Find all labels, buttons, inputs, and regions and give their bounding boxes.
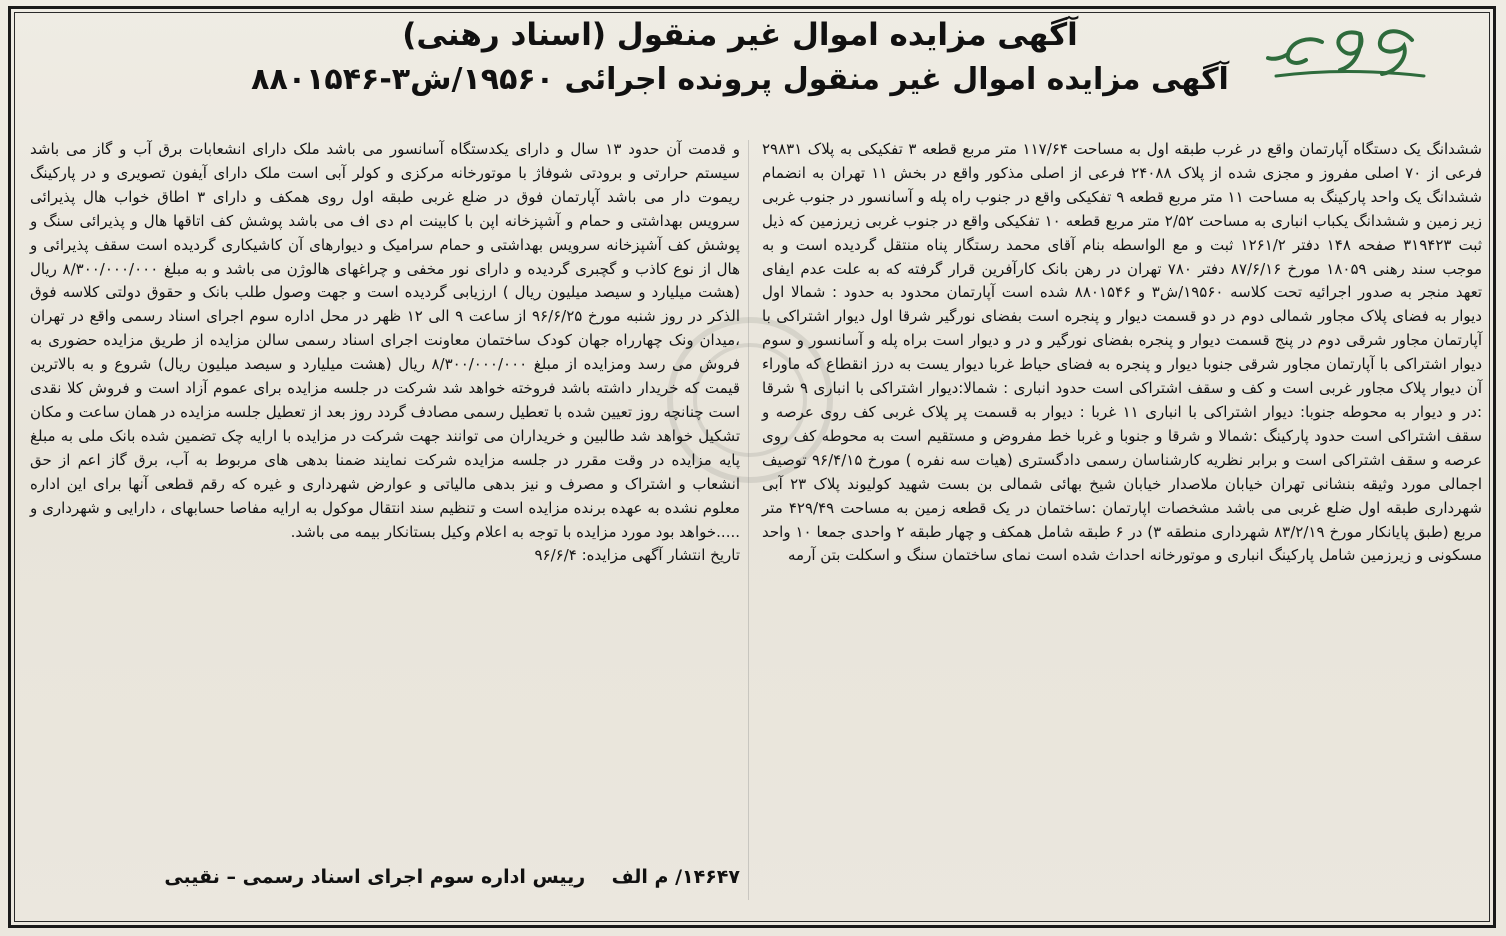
publication-date: تاریخ انتشار آگهی مزایده: ۹۶/۶/۴	[534, 546, 740, 565]
notice-titles	[230, 12, 1250, 102]
handwritten-number-mark	[1262, 18, 1432, 88]
notice-footer	[30, 866, 740, 888]
notice-text-column-right: ششدانگ یک دستگاه آپارتمان واقع در غرب طبقه اول به مساحت ۱۱۷/۶۴ متر مربع قطعه ۳ تفکیکی به پلاک ۲۹۸۳۱ فرعی از ۷۰ اصلی مفروز و مجزی شده از پلاک ۲۴۰۸۸ فرعی از اصلی مذکور واقع در بخش ۱۱ تهران به انضمام ششدانگ یک واحد پارکینگ به مساحت ۱۱ متر مربع قطعه ۹ تفکیکی واقع در جنوب راه پله و آسانسور در جنوب غربی زیر زمین و ششدانگ یکباب انباری به مساحت ۲/۵۲ متر مربع قطعه ۱۰ تفکیکی واقع در جنوب غربی زیرزمین که ذیل ثبت ۳۱۹۴۲۳ صفحه ۱۴۸ دفتر ۱۲۶۱/۲ ثبت و مع الواسطه بنام آقای محمد رستگار پناه منتقل گردیده است و به موجب سند رهنی ۱۸۰۵۹ مورخ ۸۷/۶/۱۶ دفتر ۷۸۰ تهران در رهن بانک کارآفرین قرار گرفته که به علت عدم ایفای تعهد منجر به صدور اجرائیه تحت کلاسه ۱۹۵۶۰/ش۳ و ۸۸۰۱۵۴۶ شده است آپارتمان محدود به حدود : شمالا اول دیوار به فضای پلاک مجاور شمالی دوم در دو قسمت دیوار و پنجره است بفضای نورگیر شرقا اول دیوار اشتراکی با آپارتمان مجاور شرقی دوم در پنج قسمت دیوار و پنجره بفضای نورگیر و در و دیوار است براه پله و آسانسور و سوم دیوار اشتراکی با آپارتمان مجاور شرقی جنوبا دیوار و پنجره به فضای حیاط غربا دیوار یست به درز انقطاع که ماوراء آن دیوار پلاک مجاور غربی است و کف و سقف اشتراکی است حدود انباری : شمالا:دیوار اشتراکی با انباری ۹ شرقا :در و دیوار به محوطه جنوبا: دیوار اشتراکی با انباری ۱۱ غربا : دیوار به قسمت پر پلاک غربی کف روی عرصه و سقف اشتراکی است حدود پارکینگ :شمالا و شرقا و جنوبا و غربا خط مفروض و مستقیم است به محوطه کف روی عرصه و سقف اشتراکی است و برابر نظریه کارشناسان رسمی دادگستری (هیات سه نفره ) مورخ ۹۶/۴/۱۵ توصیف اجمالی مورد وثیقه بنشانی تهران خیابان ملاصدار خیابان شیخ بهائی شمالی بن بست شهید کولیوند پلاک ۲۳ آبی شهرداری طبقه اول ضلع غربی می باشد مشخصات اپارتمان :ساختمان در یک قطعه زمین به مساحت ۴۲۹/۴۹ متر مربع (طبق پایانکار مورخ ۸۳/۲/۱۹ شهرداری منطقه ۳) در ۶ طبقه شامل همکف و چهار طبقه ۲ واحدی جمعا ۱۰ واحد مسکونی و زیرزمین شامل پارکینگ انباری و موتورخانه احداث شده است نمای ساختمان سنگ و اسکلت بتن آرمه	[762, 140, 1483, 565]
notice-body-continued: و قدمت آن حدود ۱۳ سال و دارای یکدستگاه آسانسور می باشد ملک دارای انشعابات برق آب و گاز می باشد سیستم حرارتی و برودتی شوفاژ با موتورخانه مرکزی و کولر آبی است ملک دارای آیفون تصویری و در پارکینگ ریموت دار می باشد آپارتمان فوق در ضلع غربی طبقه اول روی همکف و دارای ۳ اطاق خواب هال پذیرائی سرویس بهداشتی و حمام و آشپزخانه اپن با کابینت ام دی اف می باشد پوشش کف اتاقها هال و پذیرائی سنگ و پوشش کف آشپزخانه سرویس بهداشتی و حمام سرامیک و دیوارهای آن کاشیکاری گردیده است سقف پذیرائی و هال از نوع کاذب و گچبری گردیده و دارای نور مخفی و چراغهای هالوژن می باشد و به مبلغ ۸/۳۰۰/۰۰۰/۰۰۰ ریال (هشت میلیارد و سیصد میلیون ریال ) ارزیابی گردیده است و جهت وصول طلب بانک و حقوق دولتی کلاسه فوق الذکر در روز شنبه مورخ ۹۶/۶/۲۵ از ساعت ۹ الی ۱۲ ظهر در محل اداره سوم اجرای اسناد رسمی واقع در تهران ،میدان ونک چهارراه جهان کودک ساختمان معاونت اجرای اسناد رسمی سالن مزایده از طریق مزایده حضوری به فروش می رسد ومزایده از مبلغ ۸/۳۰۰/۰۰۰/۰۰۰ ریال (هشت میلیارد و سیصد میلیون ریال) شروع و به بالاترین قیمت که خریدار داشته باشد فروخته خواهد شد شرکت در جلسه مزایده برای عموم آزاد است و فروش کلا نقدی است چنانچه روز تعیین شده با تعطیل رسمی مصادف گردد روز بعد از تعطیل جلسه مزایده در همان ساعت و مکان تشکیل خواهد شد طالبین و خریداران می توانند جهت شرکت در مزایده با ارایه چک تضمین شده بانک ملی به مبلغ پایه مزایده در وقت مقرر در جلسه مزایده شرکت نمایند ضمنا بدهی های مربوط به آب، برق گاز اعم از حق انشعاب و اشتراک و مصرف و نیز بدهی مالیاتی و عوارض شهرداری و غیره که رقم قطعی آنها برای این اداره معلوم نشده به عهده برنده مزایده است و تنظیم سند انتقال موکول به ارایه مفاصا حسابهای ، دارایی و شهرداری و .....خواهد بود مورد مزایده با توجه به اعلام وکیل بستانکار بیمه می باشد.	[30, 140, 741, 541]
notice-text-column-left	[30, 138, 740, 568]
notice-title-case-number: آگهی مزایده اموال غیر منقول پرونده اجرائی ۱۹۵۶۰/ش۳-۸۸۰۱۵۴۶	[251, 62, 1229, 97]
issuer-signature: رییس اداره سوم اجرای اسناد رسمی – نقیبی	[164, 866, 586, 888]
notice-code: ۱۴۶۴۷/ م الف	[611, 866, 740, 888]
notice-title-primary: آگهی مزایده اموال غیر منقول (اسناد رهنی)	[402, 17, 1078, 53]
column-divider	[748, 140, 749, 900]
